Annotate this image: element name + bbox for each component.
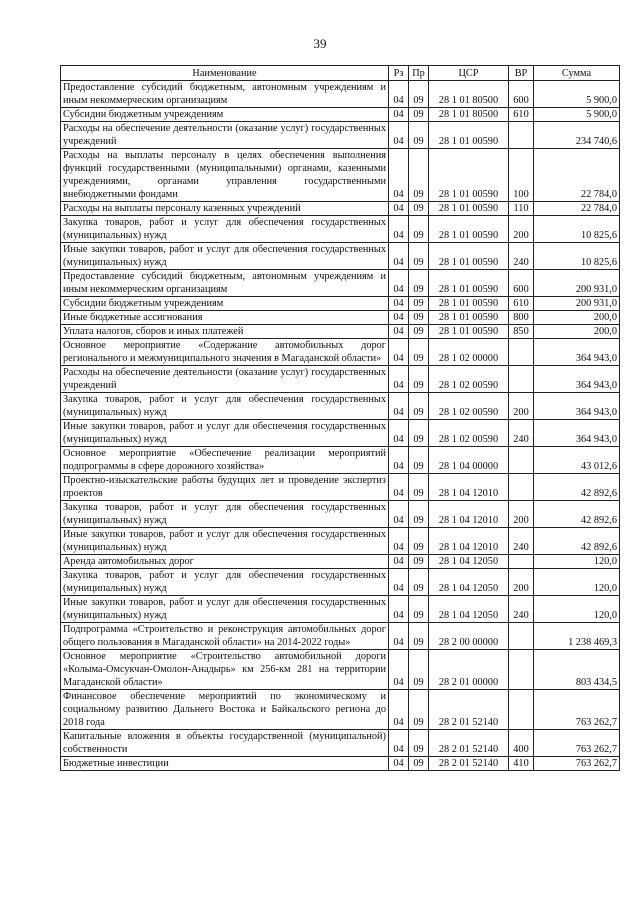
row-name: Субсидии бюджетным учреждениям xyxy=(61,108,389,122)
header-pr: Пр xyxy=(409,66,429,81)
row-name: Расходы на выплаты персоналу в целях обеспечения выполнения функций государственными (муниципальными) органами, казенными учреждениями, органами управления государственными внебюджетными фондами xyxy=(61,149,389,202)
row-sum: 120,0 xyxy=(534,596,620,623)
table-row xyxy=(61,596,620,623)
row-name: Иные закупки товаров, работ и услуг для обеспечения государственных (муниципальных) нужд xyxy=(61,596,389,623)
row-pr: 09 xyxy=(409,81,429,108)
row-csr: 28 1 01 00590 xyxy=(429,149,509,202)
row-csr: 28 1 02 00590 xyxy=(429,420,509,447)
table-row xyxy=(61,569,620,596)
table-row xyxy=(61,528,620,555)
row-name: Предоставление субсидий бюджетным, автономным учреждениям и иным некоммерческим организациям xyxy=(61,81,389,108)
table-row xyxy=(61,122,620,149)
row-name: Расходы на обеспечение деятельности (оказание услуг) государственных учреждений xyxy=(61,366,389,393)
row-sum: 22 784,0 xyxy=(534,149,620,202)
table-row xyxy=(61,339,620,366)
row-pr: 09 xyxy=(409,339,429,366)
row-sum: 10 825,6 xyxy=(534,243,620,270)
row-csr: 28 1 04 00000 xyxy=(429,447,509,474)
row-sum: 234 740,6 xyxy=(534,122,620,149)
table-row xyxy=(61,243,620,270)
row-pr: 09 xyxy=(409,243,429,270)
row-sum: 42 892,6 xyxy=(534,501,620,528)
row-vr: 100 xyxy=(509,149,534,202)
row-sum: 200 931,0 xyxy=(534,297,620,311)
row-pr: 09 xyxy=(409,420,429,447)
row-rz: 04 xyxy=(389,757,409,771)
row-vr: 850 xyxy=(509,325,534,339)
row-sum: 120,0 xyxy=(534,555,620,569)
row-rz: 04 xyxy=(389,447,409,474)
row-name: Капитальные вложения в объекты государственной (муниципальной) собственности xyxy=(61,730,389,757)
row-sum: 803 434,5 xyxy=(534,650,620,690)
row-pr: 09 xyxy=(409,393,429,420)
row-pr: 09 xyxy=(409,474,429,501)
row-csr: 28 1 01 00590 xyxy=(429,202,509,216)
header-csr: ЦСР xyxy=(429,66,509,81)
row-rz: 04 xyxy=(389,393,409,420)
row-csr: 28 1 01 00590 xyxy=(429,270,509,297)
row-sum: 43 012,6 xyxy=(534,447,620,474)
table-row xyxy=(61,311,620,325)
table-row xyxy=(61,108,620,122)
row-csr: 28 2 01 52140 xyxy=(429,690,509,730)
row-name: Закупка товаров, работ и услуг для обеспечения государственных (муниципальных) нужд xyxy=(61,569,389,596)
row-vr: 600 xyxy=(509,81,534,108)
row-rz: 04 xyxy=(389,690,409,730)
row-vr: 200 xyxy=(509,216,534,243)
row-vr: 600 xyxy=(509,270,534,297)
row-name: Предоставление субсидий бюджетным, автономным учреждениям и иным некоммерческим организациям xyxy=(61,270,389,297)
row-sum: 1 238 469,3 xyxy=(534,623,620,650)
row-sum: 200,0 xyxy=(534,325,620,339)
header-sum: Сумма xyxy=(534,66,620,81)
row-rz: 04 xyxy=(389,297,409,311)
row-name: Закупка товаров, работ и услуг для обеспечения государственных (муниципальных) нужд xyxy=(61,216,389,243)
table-row xyxy=(61,690,620,730)
row-vr: 240 xyxy=(509,420,534,447)
table-row xyxy=(61,149,620,202)
table-row xyxy=(61,447,620,474)
row-pr: 09 xyxy=(409,216,429,243)
row-name: Основное мероприятие «Строительство автомобильной дороги «Колыма-Омсукчан-Омолон-Анадырь» км 256-км 281 на территории Магаданской области» xyxy=(61,650,389,690)
header-name: Наименование xyxy=(61,66,389,81)
table-row xyxy=(61,650,620,690)
row-vr: 110 xyxy=(509,202,534,216)
row-pr: 09 xyxy=(409,447,429,474)
row-csr: 28 1 04 12010 xyxy=(429,528,509,555)
row-rz: 04 xyxy=(389,420,409,447)
row-csr: 28 2 01 52140 xyxy=(429,730,509,757)
row-vr: 200 xyxy=(509,393,534,420)
row-vr: 410 xyxy=(509,757,534,771)
row-csr: 28 1 01 80500 xyxy=(429,81,509,108)
table-row xyxy=(61,202,620,216)
row-vr: 240 xyxy=(509,596,534,623)
row-rz: 04 xyxy=(389,650,409,690)
row-pr: 09 xyxy=(409,108,429,122)
row-sum: 42 892,6 xyxy=(534,528,620,555)
row-csr: 28 1 01 00590 xyxy=(429,243,509,270)
row-name: Основное мероприятие «Содержание автомобильных дорог регионального и межмуниципального значения в Магаданской области» xyxy=(61,339,389,366)
table-row xyxy=(61,216,620,243)
row-sum: 5 900,0 xyxy=(534,108,620,122)
row-csr: 28 2 00 00000 xyxy=(429,623,509,650)
row-rz: 04 xyxy=(389,555,409,569)
row-sum: 763 262,7 xyxy=(534,757,620,771)
row-vr xyxy=(509,555,534,569)
table-row xyxy=(61,297,620,311)
row-vr: 240 xyxy=(509,243,534,270)
row-vr xyxy=(509,690,534,730)
row-pr: 09 xyxy=(409,311,429,325)
row-sum: 364 943,0 xyxy=(534,420,620,447)
table-row xyxy=(61,501,620,528)
row-rz: 04 xyxy=(389,474,409,501)
row-pr: 09 xyxy=(409,623,429,650)
row-pr: 09 xyxy=(409,757,429,771)
table-row xyxy=(61,757,620,771)
row-vr: 200 xyxy=(509,569,534,596)
row-sum: 200,0 xyxy=(534,311,620,325)
row-sum: 364 943,0 xyxy=(534,366,620,393)
row-rz: 04 xyxy=(389,528,409,555)
row-pr: 09 xyxy=(409,366,429,393)
header-vr: ВР xyxy=(509,66,534,81)
row-rz: 04 xyxy=(389,339,409,366)
table-header-row xyxy=(61,66,620,81)
row-vr xyxy=(509,447,534,474)
row-pr: 09 xyxy=(409,690,429,730)
row-pr: 09 xyxy=(409,297,429,311)
row-name: Уплата налогов, сборов и иных платежей xyxy=(61,325,389,339)
row-pr: 09 xyxy=(409,122,429,149)
row-name: Аренда автомобильных дорог xyxy=(61,555,389,569)
row-pr: 09 xyxy=(409,202,429,216)
row-name: Субсидии бюджетным учреждениям xyxy=(61,297,389,311)
row-sum: 5 900,0 xyxy=(534,81,620,108)
row-rz: 04 xyxy=(389,243,409,270)
row-name: Бюджетные инвестиции xyxy=(61,757,389,771)
row-name: Иные закупки товаров, работ и услуг для обеспечения государственных (муниципальных) нужд xyxy=(61,420,389,447)
row-vr xyxy=(509,122,534,149)
row-sum: 200 931,0 xyxy=(534,270,620,297)
table-row xyxy=(61,623,620,650)
row-vr: 400 xyxy=(509,730,534,757)
row-csr: 28 1 01 80500 xyxy=(429,108,509,122)
row-rz: 04 xyxy=(389,730,409,757)
row-name: Финансовое обеспечение мероприятий по экономическому и социальному развитию Дальнего Востока и Байкальского региона до 2018 года xyxy=(61,690,389,730)
row-csr: 28 1 02 00590 xyxy=(429,366,509,393)
row-rz: 04 xyxy=(389,569,409,596)
table-row xyxy=(61,420,620,447)
row-pr: 09 xyxy=(409,569,429,596)
table-row xyxy=(61,555,620,569)
row-csr: 28 1 04 12050 xyxy=(429,596,509,623)
row-csr: 28 1 01 00590 xyxy=(429,297,509,311)
table-row xyxy=(61,366,620,393)
row-csr: 28 1 04 12050 xyxy=(429,555,509,569)
row-rz: 04 xyxy=(389,122,409,149)
row-sum: 22 784,0 xyxy=(534,202,620,216)
table-row xyxy=(61,730,620,757)
row-sum: 763 262,7 xyxy=(534,730,620,757)
row-name: Закупка товаров, работ и услуг для обеспечения государственных (муниципальных) нужд xyxy=(61,393,389,420)
row-sum: 120,0 xyxy=(534,569,620,596)
row-vr xyxy=(509,650,534,690)
row-vr xyxy=(509,366,534,393)
row-pr: 09 xyxy=(409,596,429,623)
row-vr xyxy=(509,623,534,650)
table-row xyxy=(61,325,620,339)
row-rz: 04 xyxy=(389,108,409,122)
row-csr: 28 1 04 12010 xyxy=(429,501,509,528)
row-pr: 09 xyxy=(409,528,429,555)
row-rz: 04 xyxy=(389,366,409,393)
row-rz: 04 xyxy=(389,501,409,528)
row-sum: 10 825,6 xyxy=(534,216,620,243)
row-name: Основное мероприятие «Обеспечение реализации мероприятий подпрограммы в сфере дорожного хозяйства» xyxy=(61,447,389,474)
row-name: Иные закупки товаров, работ и услуг для обеспечения государственных (муниципальных) нужд xyxy=(61,243,389,270)
row-csr: 28 2 01 52140 xyxy=(429,757,509,771)
row-csr: 28 1 04 12010 xyxy=(429,474,509,501)
header-rz: Рз xyxy=(389,66,409,81)
row-pr: 09 xyxy=(409,650,429,690)
row-sum: 364 943,0 xyxy=(534,339,620,366)
row-vr xyxy=(509,339,534,366)
row-rz: 04 xyxy=(389,325,409,339)
row-csr: 28 1 01 00590 xyxy=(429,122,509,149)
row-sum: 763 262,7 xyxy=(534,690,620,730)
row-pr: 09 xyxy=(409,555,429,569)
row-name: Расходы на обеспечение деятельности (оказание услуг) государственных учреждений xyxy=(61,122,389,149)
row-sum: 364 943,0 xyxy=(534,393,620,420)
row-name: Иные закупки товаров, работ и услуг для обеспечения государственных (муниципальных) нужд xyxy=(61,528,389,555)
table-row xyxy=(61,393,620,420)
row-rz: 04 xyxy=(389,81,409,108)
row-rz: 04 xyxy=(389,311,409,325)
row-vr: 200 xyxy=(509,501,534,528)
row-pr: 09 xyxy=(409,730,429,757)
row-pr: 09 xyxy=(409,270,429,297)
row-rz: 04 xyxy=(389,623,409,650)
row-csr: 28 1 01 00590 xyxy=(429,311,509,325)
row-name: Иные бюджетные ассигнования xyxy=(61,311,389,325)
row-rz: 04 xyxy=(389,202,409,216)
row-csr: 28 2 01 00000 xyxy=(429,650,509,690)
row-csr: 28 1 01 00590 xyxy=(429,325,509,339)
row-vr: 610 xyxy=(509,297,534,311)
row-pr: 09 xyxy=(409,149,429,202)
table-row xyxy=(61,474,620,501)
row-sum: 42 892,6 xyxy=(534,474,620,501)
row-rz: 04 xyxy=(389,149,409,202)
table-row xyxy=(61,81,620,108)
row-csr: 28 1 02 00000 xyxy=(429,339,509,366)
row-csr: 28 1 04 12050 xyxy=(429,569,509,596)
row-pr: 09 xyxy=(409,501,429,528)
row-vr: 610 xyxy=(509,108,534,122)
row-name: Подпрограмма «Строительство и реконструкция автомобильных дорог общего пользования в Магаданской области» на 2014-2022 годы» xyxy=(61,623,389,650)
page-number: 39 xyxy=(313,36,327,51)
row-vr: 240 xyxy=(509,528,534,555)
table-row xyxy=(61,270,620,297)
row-rz: 04 xyxy=(389,596,409,623)
row-name: Закупка товаров, работ и услуг для обеспечения государственных (муниципальных) нужд xyxy=(61,501,389,528)
budget-table xyxy=(60,65,620,771)
row-csr: 28 1 02 00590 xyxy=(429,393,509,420)
row-name: Проектно-изыскательские работы будущих лет и проведение экспертиз проектов xyxy=(61,474,389,501)
row-csr: 28 1 01 00590 xyxy=(429,216,509,243)
row-rz: 04 xyxy=(389,216,409,243)
row-pr: 09 xyxy=(409,325,429,339)
row-name: Расходы на выплаты персоналу казенных учреждений xyxy=(61,202,389,216)
row-vr: 800 xyxy=(509,311,534,325)
row-vr xyxy=(509,474,534,501)
row-rz: 04 xyxy=(389,270,409,297)
